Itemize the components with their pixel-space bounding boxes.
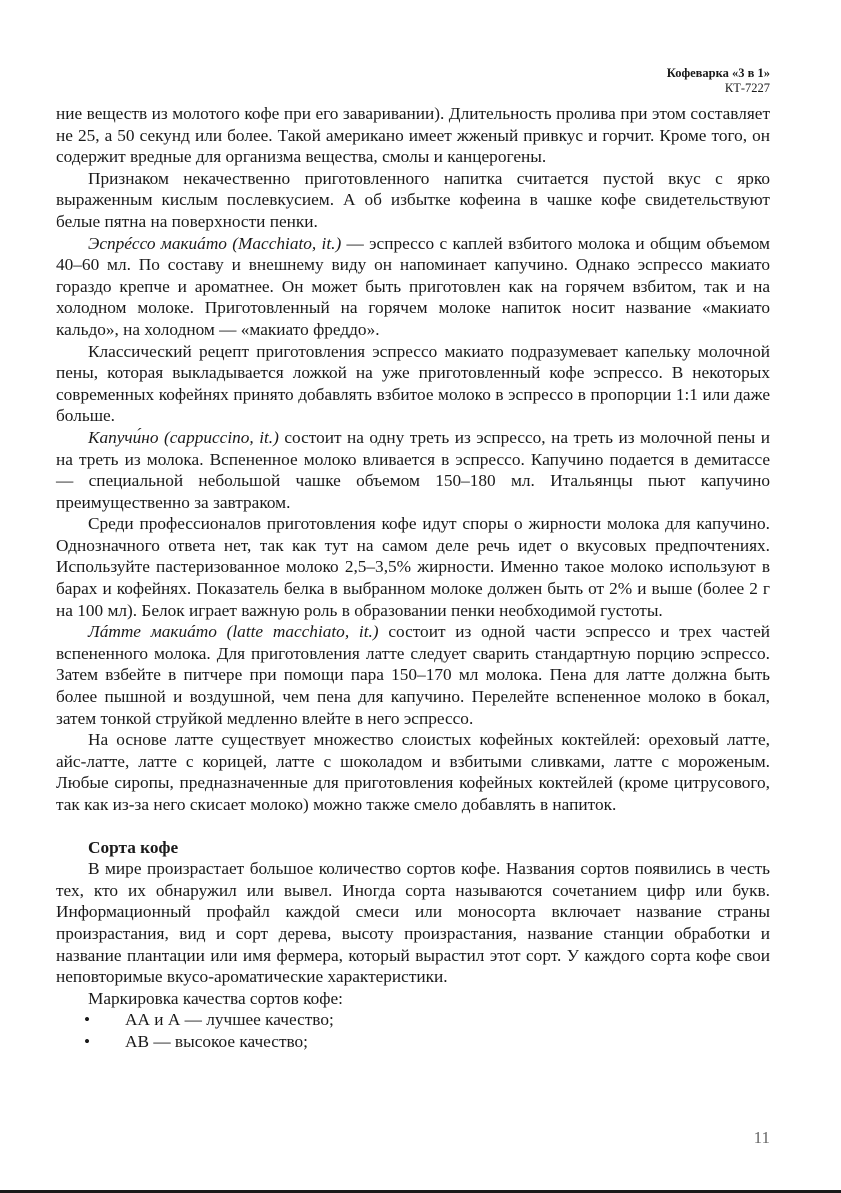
header-model-number: КТ-7227 — [724, 81, 770, 95]
paragraph: Капучи́но (cappuccino, it.) состоит на одну треть из эспрессо, на треть из молочной пены и на треть из молока. Вспененное молоко вливается в эспрессо. Капучино подается в демитассе — специальной небольшой чашке объемом 150–180 мл. Итальянцы пьют капучино преимущественно за завтраком. — [56, 427, 770, 512]
paragraph: Классический рецепт приготовления эспрессо макиато подразумевает капельку молочной пены, которая выкладывается ложкой на уже приготовленный кофе эспрессо. В некоторых современных кофейнях принято добавлять взбитое молоко в эспрессо в пропорции 1:1 или даже больше. — [56, 341, 770, 426]
paragraph: Эспрéссо макиáто (Macchiato, it.) — эспрессо с каплей взбитого молока и общим объемом 40–60 мл. По составу и внешнему виду он напоминает капучино. Однако эспрессо макиато гораздо крепче и ароматнее. Он может быть приготовлен как на горячем взбитом, так и на холодном молоке. Приготовленный на горячем молоке напиток носит название «макиато кальдо», на холодном — «макиато фреддо». — [56, 233, 770, 339]
body-text — [56, 103, 770, 1053]
page-number: 11 — [753, 1128, 770, 1147]
document-page — [56, 0, 770, 1193]
running-header — [667, 66, 770, 96]
bullet-icon: • — [84, 1031, 91, 1051]
list-item: • АА и А — лучшее качество; — [84, 1010, 334, 1030]
paragraph: Среди профессионалов приготовления кофе идут споры о жирности молока для капучино. Однозначного ответа нет, так как тут на самом деле речь идет о вкусовых предпочтениях. Используйте пастеризованное молоко 2,5–3,5% жирности. Именно такое молоко используют в барах и кофейнях. Показатель белка в выбранном молоке должен быть от 2% и выше (более 2 г на 100 мл). Белок играет важную роль в образовании пенки необходимой густоты. — [56, 514, 770, 620]
paragraph: В мире произрастает большое количество сортов кофе. Названия сортов появились в честь тех, кто их обнаружил или вывел. Иногда сорта называются сочетанием цифр или букв. Информационный профайл каждой смеси или моносорта включает название страны произрастания, вид и сорт дерева, высоту произрастания, название станции обработки и название плантации или имя фермера, который вырастил этот сорт. У каждого сорта кофе свои неповторимые вкусо-ароматические характеристики. — [56, 859, 770, 987]
paragraph: Признаком некачественно приготовленного напитка считается пустой вкус с ярко выраженным кислым послевкусием. А об избытке кофеина в чашке кофе свидетельствуют белые пятна на поверхности пенки. — [56, 168, 770, 231]
paragraph: Лáтте макиáто (latte macchiato, it.) состоит из одной части эспрессо и трех частей вспененного молока. Для приготовления латте следует сварить стандартную порцию эспрессо. Затем взбейте в питчере при помощи пара 150–170 мл молока. Пена для латте должна быть более пышной и воздушной, чем пена для капучино. Перелейте вспененное молоко в бокал, затем тонкой струйкой медленно влейте в него эспрессо. — [56, 622, 770, 728]
header-product-title: Кофеварка «3 в 1» — [666, 66, 770, 80]
paragraph: На основе латте существует множество слоистых кофейных коктейлей: ореховый латте, айс-латте, латте с корицей, латте с шоколадом и взбитыми сливками, латте с мороженым. Любые сиропы, предназначенные для приготовления кофейных коктейлей (кроме цитрусового, так как из-за него скисает молоко) можно также смело добавлять в напиток. — [56, 730, 770, 814]
term-latte-macchiato: Лáтте макиáто (latte macchiato, it.) — [88, 622, 379, 642]
term-cappuccino: Капучи́но (cappuccino, it.) — [88, 427, 279, 447]
quality-list — [56, 1009, 770, 1052]
paragraph: Маркировка качества сортов кофе: — [88, 988, 343, 1008]
bullet-icon: • — [84, 1010, 91, 1030]
term-espresso-macchiato: Эспрéссо макиáто (Macchiato, it.) — [88, 233, 342, 253]
paragraph: ние веществ из молотого кофе при его заваривании). Длительность пролива при этом составляет не 25, а 50 секунд или более. Такой американо имеет жженый привкус и горчит. Кроме того, он содержит вредные для организма вещества, смолы и канцерогены. — [56, 104, 770, 167]
list-item: • АВ — высокое качество; — [84, 1031, 308, 1051]
section-heading: Сорта кофе — [88, 837, 179, 857]
